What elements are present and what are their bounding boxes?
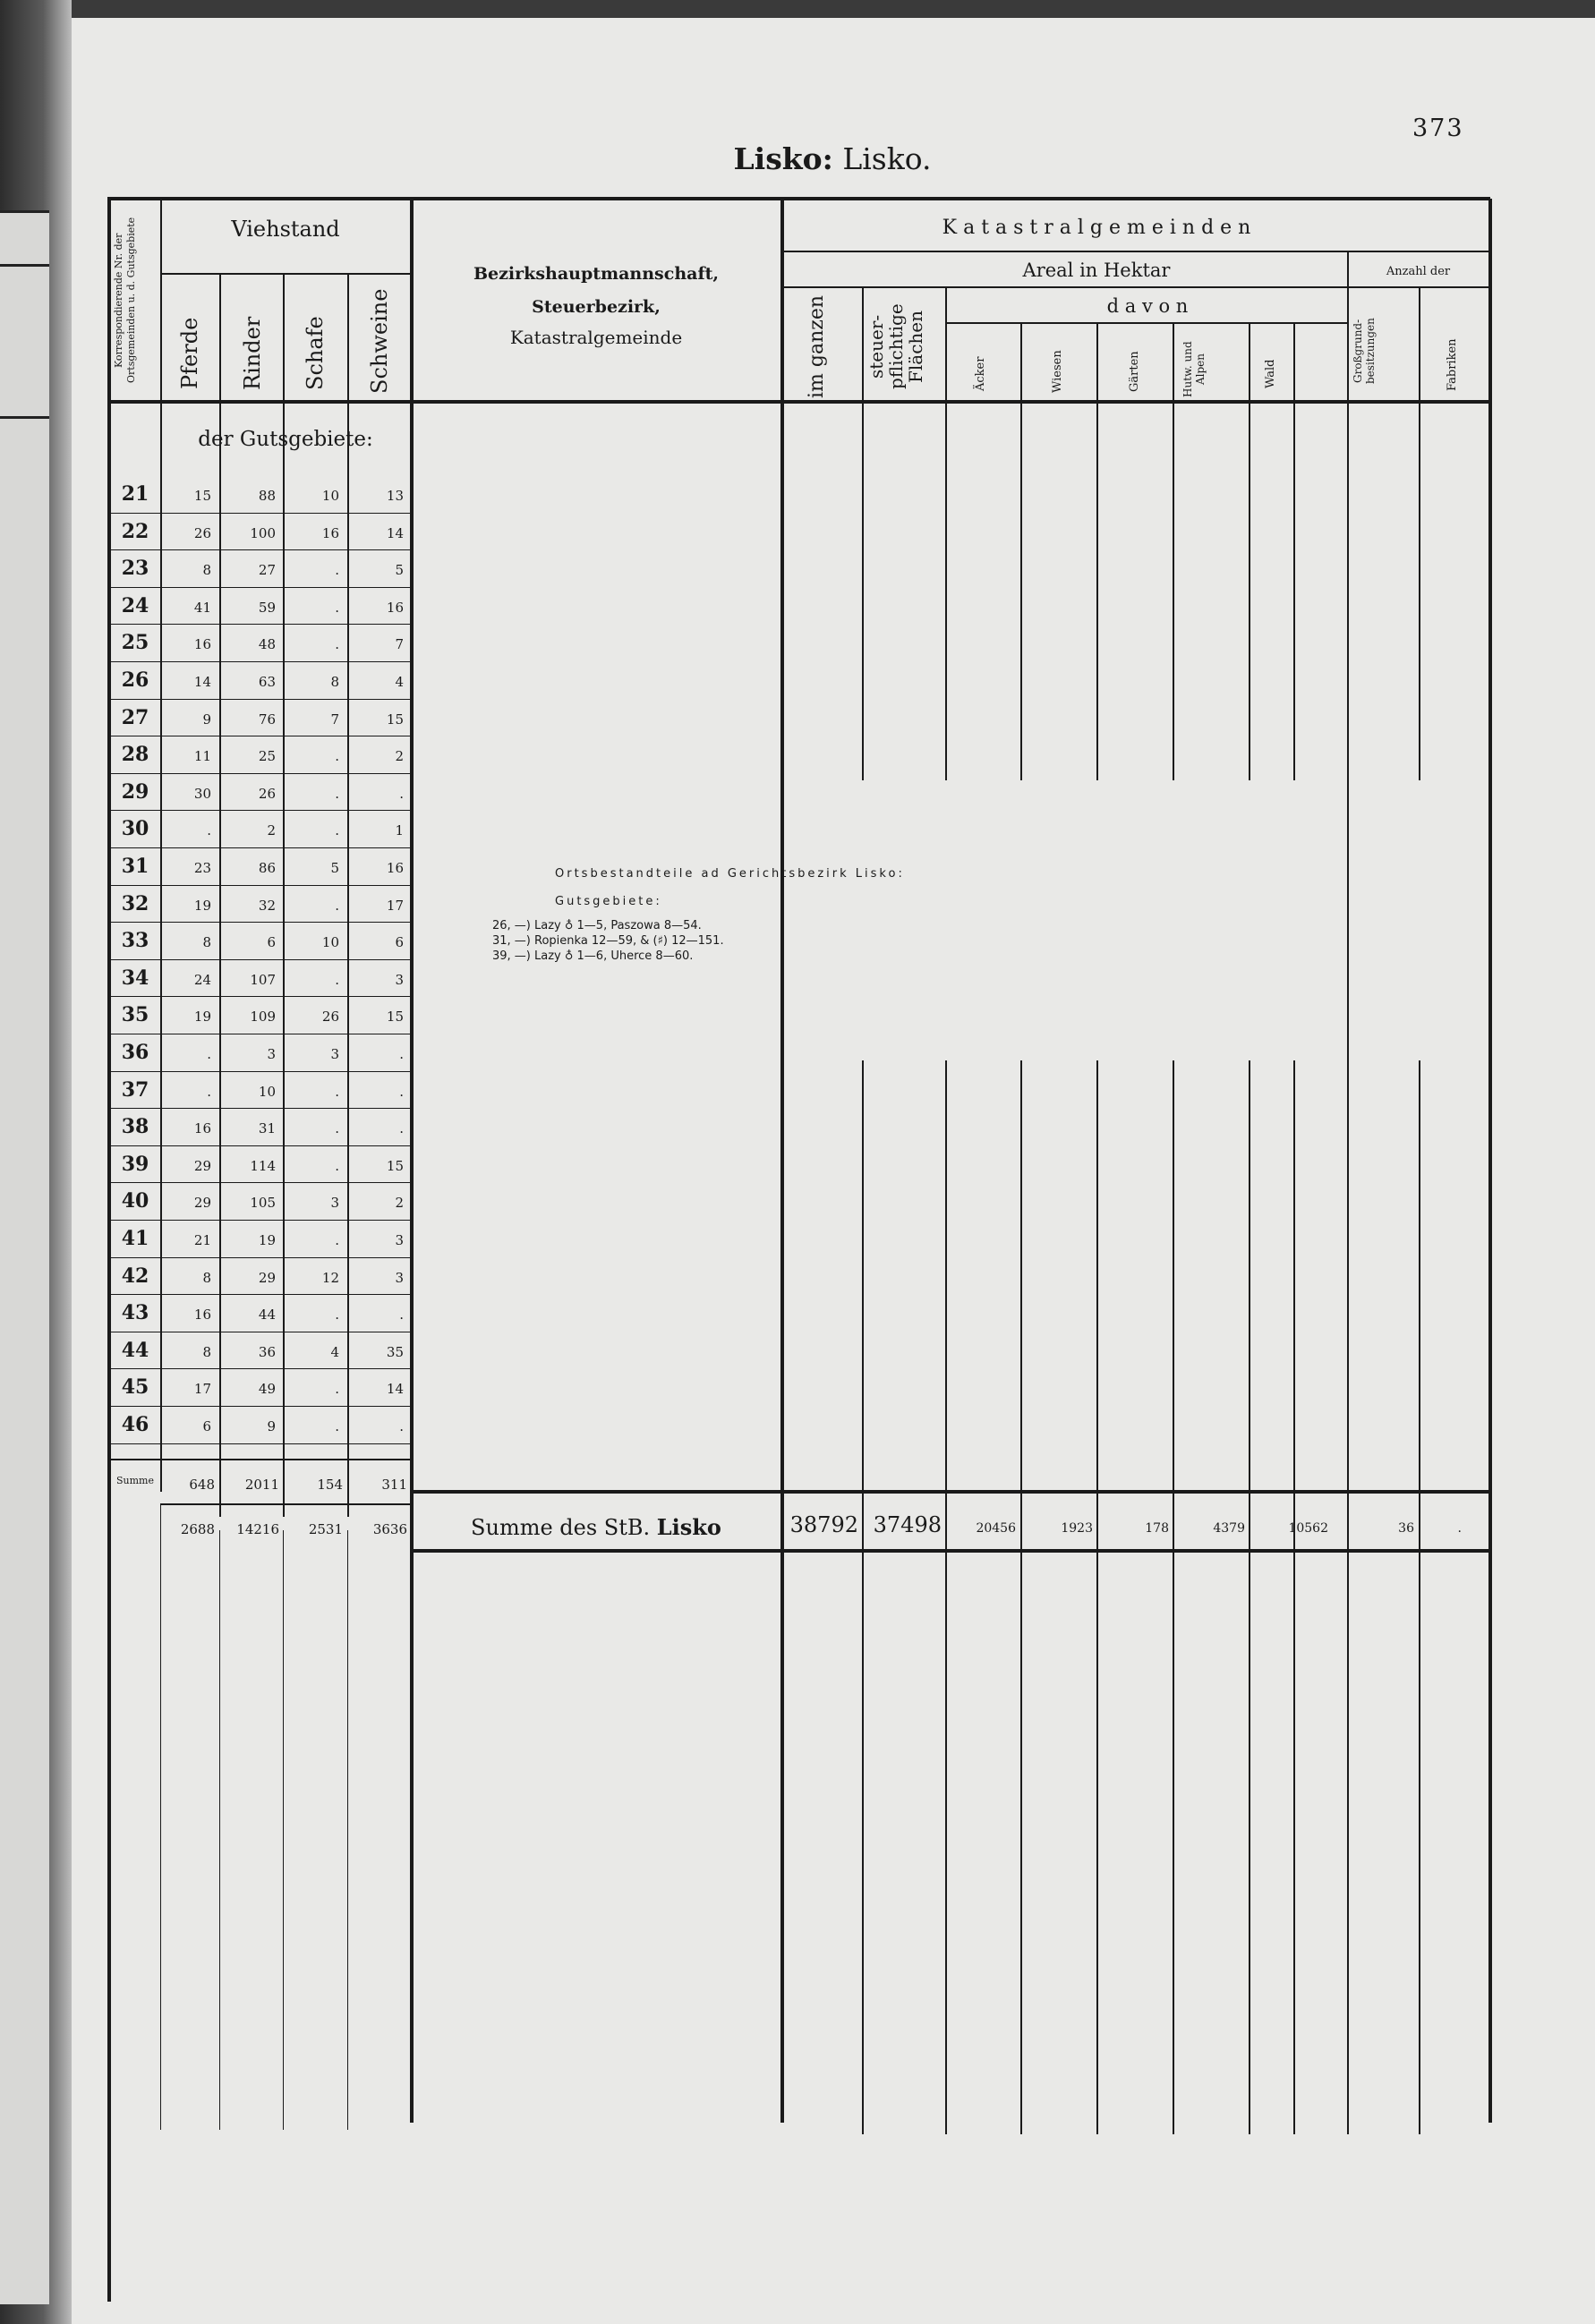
bezirk-header-line3: Katastralgemeinde — [509, 327, 683, 348]
row-schweine-cell: . — [399, 1083, 404, 1100]
total-hutw: 4379 — [1213, 1521, 1245, 1536]
col-rule-gaerten-lower — [1096, 1060, 1098, 2134]
ortsbestandteile-block — [492, 866, 905, 964]
row-pferde-cell: 16 — [193, 1120, 211, 1137]
wiesen-header: Wiesen — [1051, 350, 1064, 393]
summe-schweine: 311 — [381, 1477, 407, 1493]
row-rule — [107, 885, 412, 886]
row-pferde-cell: 17 — [193, 1381, 211, 1398]
table-top-rule — [107, 197, 1490, 200]
row-pferde-cell: 24 — [193, 971, 211, 988]
row-pferde-cell: 19 — [193, 1009, 211, 1026]
row-schweine-cell: 4 — [395, 674, 404, 690]
row-rinder-cell: 107 — [250, 971, 276, 988]
total-bottom-rule — [412, 1549, 1490, 1553]
row-rinder-cell: 3 — [267, 1046, 276, 1062]
row-schweine-cell: 16 — [386, 860, 404, 876]
row-number: 40 — [121, 1189, 149, 1213]
row-schweine-cell: 15 — [386, 1157, 404, 1174]
row-rinder-cell: 109 — [250, 1009, 276, 1026]
schafe-header: Schafe — [303, 316, 328, 391]
orts-heading: Ortsbestandteile ad Gerichtsbezirk Lisko: — [555, 867, 905, 881]
row-number: 33 — [121, 929, 149, 953]
row-schafe-cell: 10 — [321, 488, 339, 504]
row-rule — [107, 1108, 412, 1109]
row-schweine-cell: 17 — [386, 897, 404, 914]
table-right-rule — [1488, 199, 1492, 2123]
row-number: 38 — [121, 1115, 149, 1139]
row-pferde-cell: 29 — [193, 1157, 211, 1174]
row-rinder-cell: 25 — [258, 748, 276, 765]
katastral-sub-rule — [782, 251, 1489, 252]
row-schweine-cell: 15 — [386, 711, 404, 728]
row-rule — [107, 847, 412, 848]
row-pferde-cell: 19 — [193, 897, 211, 914]
row-pferde-cell: 6 — [202, 1418, 211, 1434]
row-schweine-cell: 13 — [386, 488, 404, 504]
row-number: 26 — [121, 668, 149, 692]
row-number: 44 — [121, 1338, 149, 1362]
row-schafe-cell: . — [335, 748, 339, 765]
col-rule-bezirk — [410, 199, 414, 2123]
row-schweine-cell: 6 — [395, 934, 404, 951]
row-number: 46 — [121, 1413, 149, 1436]
row-rule — [107, 1220, 412, 1221]
row-pferde-cell: 26 — [193, 524, 211, 541]
row-rinder-cell: 105 — [250, 1195, 276, 1212]
row-schweine-cell: 14 — [386, 1381, 404, 1398]
row-schweine-cell: 16 — [386, 599, 404, 616]
col-rule-rinder — [219, 273, 221, 1517]
row-pferde-cell: 11 — [193, 748, 211, 765]
row-rule — [107, 624, 412, 625]
col-rule-pferde — [160, 1503, 161, 2130]
viehstand-sub-rule — [160, 273, 411, 275]
col-rule-fabriken-lower — [1419, 1060, 1420, 2134]
row-rule — [107, 699, 412, 700]
bezirk-header-line1: Bezirkshauptmannschaft, — [473, 264, 720, 284]
row-schweine-cell: 3 — [395, 1232, 404, 1248]
row-pferde-cell: 16 — [193, 1307, 211, 1324]
total-gross: 36 — [1398, 1521, 1414, 1536]
row-rule — [107, 1294, 412, 1295]
row-schweine-cell: . — [399, 785, 404, 802]
col-rule-korr — [160, 199, 162, 1492]
row-rinder-cell: 59 — [258, 599, 276, 616]
row-schafe-cell: 4 — [330, 1343, 339, 1360]
row-number: 27 — [121, 705, 149, 729]
col-rule-wald — [1249, 324, 1250, 780]
row-pferde-cell: 9 — [202, 711, 211, 728]
row-schafe-cell: . — [335, 1083, 339, 1100]
row-rule — [107, 810, 412, 811]
row-rule — [107, 513, 412, 514]
row-rinder-cell: 49 — [258, 1381, 276, 1398]
row-number: 37 — [121, 1077, 149, 1102]
row-pferde-cell: 8 — [202, 562, 211, 579]
row-rule — [107, 773, 412, 774]
row-number: 29 — [121, 779, 149, 804]
row-number: 28 — [121, 743, 149, 767]
gross-header: Großgrund-besitzungen — [1352, 318, 1377, 385]
row-schafe-cell: 26 — [321, 1009, 339, 1026]
row-pferde-cell: . — [207, 1083, 211, 1100]
row-number: 36 — [121, 1041, 149, 1064]
row-rule — [107, 922, 412, 923]
row-pferde-cell: 16 — [193, 636, 211, 653]
row-pferde-cell: 8 — [202, 1343, 211, 1360]
total-label-prefix: Summe des StB. — [471, 1515, 657, 1540]
row-number: 32 — [121, 891, 149, 915]
row-schafe-cell: 3 — [330, 1195, 339, 1212]
total-steuer: 37498 — [873, 1512, 942, 1537]
row-rinder-cell: 29 — [258, 1269, 276, 1286]
summe-label: Summe — [116, 1475, 154, 1486]
row-rinder-cell: 36 — [258, 1343, 276, 1360]
row-schafe-cell: . — [335, 1418, 339, 1434]
row-pferde-cell: 23 — [193, 860, 211, 876]
row-schafe-cell: 8 — [330, 674, 339, 690]
row-number: 31 — [121, 855, 149, 878]
hutw-header: Hutw. und Alpen — [1181, 341, 1207, 397]
col-rule-wiesen — [1020, 324, 1022, 780]
korr-header: Korrespondierende Nr. der Ortsgemeinden u. d. Gutsgebiete — [113, 217, 137, 384]
section-label: der Gutsgebiete: — [198, 428, 373, 451]
row-schafe-cell: . — [335, 785, 339, 802]
row-schweine-cell: . — [399, 1120, 404, 1137]
table-header-bottom-rule — [107, 400, 1490, 404]
row-number: 30 — [121, 817, 149, 841]
viehstand-header: Viehstand — [231, 217, 340, 242]
col-rule-schweine — [347, 273, 349, 1517]
col-rule-aecker — [945, 288, 947, 780]
total-label — [412, 1514, 780, 1540]
orts-line: 39, —) Lazy ♁ 1—6, Uherce 8—60. — [492, 949, 694, 963]
row-pferde-cell: 21 — [193, 1232, 211, 1248]
rinder-header: Rinder — [240, 316, 265, 391]
row-pferde-cell: 14 — [193, 674, 211, 690]
row-pferde-cell: 8 — [202, 934, 211, 951]
bezirk-header-line2: Steuerbezirk, — [532, 297, 661, 317]
row-schweine-cell: 1 — [395, 822, 404, 839]
row-number: 43 — [121, 1301, 149, 1325]
col-rule-anzahl-lower — [1347, 1060, 1349, 2134]
row-rule — [107, 1443, 412, 1444]
aecker-header: Äcker — [974, 356, 987, 391]
total-wald: 10562 — [1288, 1521, 1328, 1536]
anzahl-header: Anzahl der — [1386, 265, 1451, 278]
col-rule-gaerten — [1096, 324, 1098, 780]
row-rinder-cell: 48 — [258, 636, 276, 653]
row-rinder-cell: 9 — [267, 1418, 276, 1434]
col-rule-katastral — [780, 199, 784, 2123]
total-gaerten: 178 — [1145, 1521, 1169, 1536]
row-number: 24 — [121, 593, 149, 617]
col-rule-hutw-lower — [1173, 1060, 1174, 2134]
row-rule — [107, 1182, 412, 1183]
total-rinder: 14216 — [236, 1521, 279, 1537]
row-pferde-cell: 30 — [193, 785, 211, 802]
row-number: 42 — [121, 1264, 149, 1288]
row-schafe-cell: 12 — [321, 1269, 339, 1286]
row-schweine-cell: . — [399, 1046, 404, 1062]
row-schafe-cell: . — [335, 1157, 339, 1174]
row-number: 25 — [121, 631, 149, 655]
row-rinder-cell: 88 — [258, 488, 276, 504]
col-rule-korr-left — [107, 199, 111, 2302]
total-fabriken: . — [1457, 1521, 1462, 1536]
total-pferde: 2688 — [180, 1521, 215, 1537]
row-pferde-cell: 8 — [202, 1269, 211, 1286]
steuer-header: steuer-pflichtige Flächen — [866, 303, 926, 390]
row-schafe-cell: . — [335, 562, 339, 579]
row-rule — [107, 959, 412, 960]
row-number: 21 — [121, 482, 149, 506]
row-schafe-cell: . — [335, 1381, 339, 1398]
row-schweine-cell: 2 — [395, 748, 404, 765]
total-top-rule-left — [160, 1503, 411, 1505]
row-rinder-cell: 27 — [258, 562, 276, 579]
row-rule — [107, 1406, 412, 1407]
row-rinder-cell: 31 — [258, 1120, 276, 1137]
summe-schafe: 154 — [317, 1477, 343, 1493]
orts-line: 31, —) Ropienka 12—59, & (♯) 12—151. — [492, 934, 724, 948]
row-pferde-cell: . — [207, 822, 211, 839]
row-rinder-cell: 2 — [267, 822, 276, 839]
orts-line: 26, —) Lazy ♁ 1—5, Paszowa 8—54. — [492, 919, 702, 932]
row-schafe-cell: 3 — [330, 1046, 339, 1062]
summe-rinder: 2011 — [244, 1477, 279, 1493]
total-schafe: 2531 — [308, 1521, 343, 1537]
row-schafe-cell: 7 — [330, 711, 339, 728]
total-top-rule — [412, 1490, 1490, 1494]
row-rinder-cell: 6 — [267, 934, 276, 951]
areal-header: Areal in Hektar — [1022, 260, 1171, 281]
wald-header: Wald — [1264, 359, 1277, 388]
col-rule-fabriken — [1419, 288, 1420, 780]
row-number: 23 — [121, 557, 149, 581]
row-rule — [107, 587, 412, 588]
total-schweine: 3636 — [372, 1521, 407, 1537]
col-rule-steuer — [862, 288, 864, 780]
row-schweine-cell: 14 — [386, 524, 404, 541]
row-pferde-cell: 15 — [193, 488, 211, 504]
row-number: 39 — [121, 1152, 149, 1176]
row-schweine-cell: 7 — [395, 636, 404, 653]
row-rinder-cell: 86 — [258, 860, 276, 876]
left-page-sheet — [0, 210, 49, 2304]
im-ganzen-header: im ganzen — [806, 294, 828, 398]
summe-top-rule — [107, 1459, 412, 1460]
col-rule-schafe-lower — [283, 1530, 284, 2130]
row-rinder-cell: 19 — [258, 1232, 276, 1248]
document-page — [72, 18, 1595, 2324]
page-title — [609, 141, 1056, 176]
katastral-header: K a t a s t r a l g e m e i n d e n — [942, 217, 1251, 239]
row-schweine-cell: 3 — [395, 971, 404, 988]
row-schafe-cell: . — [335, 636, 339, 653]
row-schafe-cell: . — [335, 822, 339, 839]
title-district: Lisko: — [733, 141, 833, 176]
row-rule — [107, 549, 412, 550]
col-rule-schweine-lower — [347, 1530, 348, 2130]
row-schweine-cell: 3 — [395, 1269, 404, 1286]
col-rule-aecker-lower — [945, 1060, 947, 2134]
row-number: 35 — [121, 1003, 149, 1027]
col-rule-hutw — [1173, 324, 1174, 780]
row-rinder-cell: 63 — [258, 674, 276, 690]
col-rule-gross-lower — [1293, 1060, 1295, 2134]
row-number: 45 — [121, 1375, 149, 1400]
schweine-header: Schweine — [367, 288, 392, 394]
row-schafe-cell: . — [335, 897, 339, 914]
row-rinder-cell: 44 — [258, 1307, 276, 1324]
row-rule — [107, 1145, 412, 1146]
row-rinder-cell: 76 — [258, 711, 276, 728]
orts-subheading: Gutsgebiete: — [555, 895, 662, 908]
col-rule-schafe — [283, 273, 285, 1517]
row-schafe-cell: 5 — [330, 860, 339, 876]
row-schafe-cell: . — [335, 1120, 339, 1137]
row-schweine-cell: 2 — [395, 1195, 404, 1212]
row-rinder-cell: 10 — [258, 1083, 276, 1100]
row-rinder-cell: 114 — [250, 1157, 276, 1174]
row-pferde-cell: . — [207, 1046, 211, 1062]
col-rule-gross — [1293, 324, 1295, 780]
row-schweine-cell: 35 — [386, 1343, 404, 1360]
gaerten-header: Gärten — [1128, 351, 1141, 392]
row-pferde-cell: 41 — [193, 599, 211, 616]
row-rinder-cell: 100 — [250, 524, 276, 541]
row-rule — [107, 996, 412, 997]
davon-sub-rule — [947, 322, 1348, 324]
row-schweine-cell: 15 — [386, 1009, 404, 1026]
fabriken-header: Fabriken — [1446, 338, 1459, 391]
row-schafe-cell: . — [335, 1232, 339, 1248]
row-rule — [107, 1368, 412, 1369]
title-town: Lisko. — [832, 141, 932, 176]
total-label-district: Lisko — [656, 1514, 721, 1540]
row-schafe-cell: . — [335, 971, 339, 988]
col-rule-wiesen-lower — [1020, 1060, 1022, 2134]
pferde-header: Pferde — [177, 317, 202, 390]
col-rule-rinder-lower — [219, 1530, 220, 2130]
row-rinder-cell: 32 — [258, 897, 276, 914]
row-schafe-cell: . — [335, 599, 339, 616]
row-schafe-cell: 16 — [321, 524, 339, 541]
total-aecker: 20456 — [976, 1521, 1016, 1536]
row-schweine-cell: . — [399, 1307, 404, 1324]
areal-sub-rule — [782, 286, 1489, 288]
row-number: 22 — [121, 519, 149, 543]
page-number: 373 — [1412, 115, 1464, 142]
row-schweine-cell: . — [399, 1418, 404, 1434]
left-page-edge — [0, 0, 72, 2324]
row-schafe-cell: 10 — [321, 934, 339, 951]
row-rule — [107, 1257, 412, 1258]
davon-header: d a v o n — [1106, 295, 1189, 317]
row-pferde-cell: 29 — [193, 1195, 211, 1212]
total-im-ganzen: 38792 — [789, 1512, 858, 1537]
row-number: 41 — [121, 1227, 149, 1250]
summe-pferde: 648 — [189, 1477, 215, 1493]
col-rule-steuer-lower — [862, 1060, 864, 2134]
row-number: 34 — [121, 966, 149, 990]
total-wiesen: 1923 — [1061, 1521, 1093, 1536]
row-rule — [107, 661, 412, 662]
row-schafe-cell: . — [335, 1307, 339, 1324]
row-rinder-cell: 26 — [258, 785, 276, 802]
row-rule — [107, 1071, 412, 1072]
row-schweine-cell: 5 — [395, 562, 404, 579]
col-rule-wald-lower — [1249, 1060, 1250, 2134]
